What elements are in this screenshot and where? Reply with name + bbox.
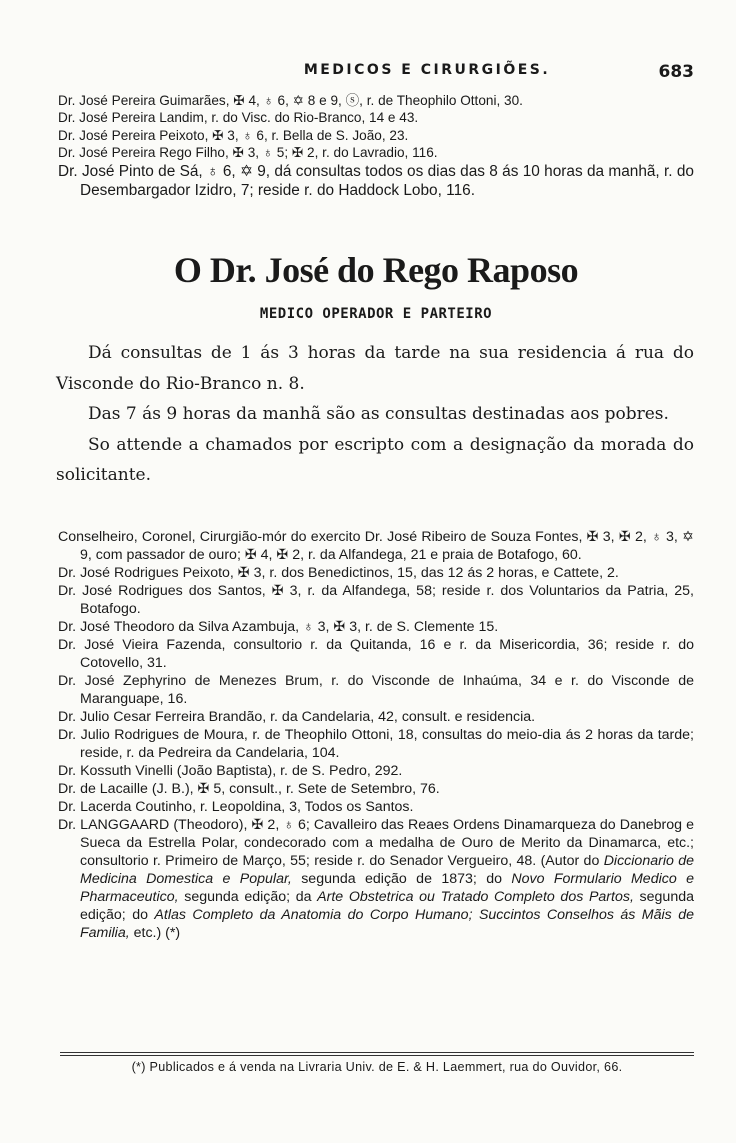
advertisement-title: O Dr. José do Rego Raposo	[173, 250, 579, 290]
langgaard-entry	[58, 816, 694, 942]
list-item: Dr. Julio Rodrigues de Moura, r. de Theophilo Ottoni, 18, consultas do meio-dia ás 2 horas da tarde; reside, r. da Pedreira da Candelaria, 104.	[58, 727, 694, 761]
list-item: Dr. José Theodoro da Silva Azambuja, ♁ 3, ✠ 3, r. de S. Clemente 15.	[58, 619, 499, 635]
advertisement-subtitle: MEDICO OPERADOR E PARTEIRO	[259, 306, 493, 322]
running-title: MEDICOS E CIRURGIÕES.	[303, 62, 551, 78]
list-item: Conselheiro, Coronel, Cirurgião-mór do exercito Dr. José Ribeiro de Souza Fontes, ✠ 3, ✠ 2, ♁ 3, ✡ 9, com passador de ouro; ✠ 4, ✠ 2, r. da Alfandega, 21 e praia de Botafogo, 60.	[58, 529, 694, 563]
langgaard-text: etc.) (*)	[129, 925, 181, 941]
entries-top-list	[58, 92, 694, 200]
footnote: (*) Publicados e á venda na Livraria Univ. de E. & H. Laemmert, rua do Ouvidor, 66.	[131, 1060, 623, 1074]
book-title: Arte Obstetrica ou Tratado Completo dos Partos,	[317, 889, 634, 905]
list-item: Dr. José Zephyrino de Menezes Brum, r. do Visconde de Inhaúma, 34 e r. do Visconde de Maranguape, 16.	[58, 673, 694, 707]
book-title: Diccionario de Medicina Domestica e Popular,	[80, 853, 694, 887]
list-item: Dr. José Pinto de Sá, ♁ 6, ✡ 9, dá consultas todos os dias das 8 ás 10 horas da manhã, r. do Desembargador Izidro, 7; reside r. do Haddock Lobo, 116.	[58, 162, 694, 199]
page-header	[60, 62, 694, 84]
list-item: Dr. José Pereira Guimarães, ✠ 4, ♁ 6, ✡ 8 e 9, ⓢ, r. de Theophilo Ottoni, 30.	[58, 93, 523, 108]
book-title: Novo Formulario Medico e Pharmaceutico,	[80, 871, 694, 905]
advertisement-paragraph: Das 7 ás 9 horas da manhã são as consultas destinadas aos pobres.	[88, 404, 669, 424]
book-title: Atlas Completo da Anatomia do Corpo Humano; Succintos Conselhos ás Mãis de Familia,	[80, 907, 694, 941]
footnote-divider	[60, 1055, 694, 1056]
list-item: Dr. José Vieira Fazenda, consultorio r. da Quitanda, 16 e r. da Misericordia, 36; reside r. do Cotovello, 31.	[58, 637, 694, 671]
list-item: Dr. de Lacaille (J. B.), ✠ 5, consult., r. Sete de Setembro, 76.	[58, 781, 440, 797]
advertisement-body	[56, 338, 694, 491]
advertisement-paragraph: Dá consultas de 1 ás 3 horas da tarde na sua residencia á rua do Visconde do Rio-Branco n. 8.	[56, 343, 694, 394]
list-item: Dr. Kossuth Vinelli (João Baptista), r. de S. Pedro, 292.	[58, 763, 403, 779]
list-item: Dr. José Rodrigues dos Santos, ✠ 3, r. da Alfandega, 58; reside r. dos Voluntarios da Patria, 25, Botafogo.	[58, 583, 694, 617]
langgaard-text: segunda edição; da	[178, 889, 318, 905]
list-item: Dr. José Pereira Peixoto, ✠ 3, ♁ 6, r. Bella de S. João, 23.	[58, 127, 409, 143]
footnote-divider	[60, 1052, 694, 1053]
list-item: Dr. Lacerda Coutinho, r. Leopoldina, 3, Todos os Santos.	[58, 799, 414, 815]
list-item: Dr. Julio Cesar Ferreira Brandão, r. da Candelaria, 42, consult. e residencia.	[58, 709, 536, 725]
advertisement-paragraph: So attende a chamados por escripto com a designação da morada do solicitante.	[56, 434, 694, 485]
langgaard-text: Dr. LANGGAARD (Theodoro), ✠ 2, ♁ 6; Cavalleiro das Reaes Ordens Dinamarqueza do Danebrog e Sueca da Estrella Polar, condecorado com a medalha de Ouro de Merito da Dinamarca, etc.; consultorio r. Primeiro de Março, 55; reside r. do Senador Vergueiro, 48. (Autor do	[58, 817, 694, 869]
list-item: Dr. José Rodrigues Peixoto, ✠ 3, r. dos Benedictinos, 15, das 12 ás 2 horas, e Cattete, 2.	[58, 565, 619, 581]
list-item: Dr. José Pereira Rego Filho, ✠ 3, ♁ 5; ✠ 2, r. do Lavradio, 116.	[58, 145, 438, 161]
langgaard-text: segunda edição; do	[80, 889, 694, 923]
page-number: 683	[658, 62, 694, 82]
entries-bottom-list	[58, 528, 694, 942]
list-item: Dr. José Pereira Landim, r. do Visc. do Rio-Branco, 14 e 43.	[58, 110, 419, 126]
langgaard-text: segunda edição de 1873; do	[291, 871, 512, 887]
